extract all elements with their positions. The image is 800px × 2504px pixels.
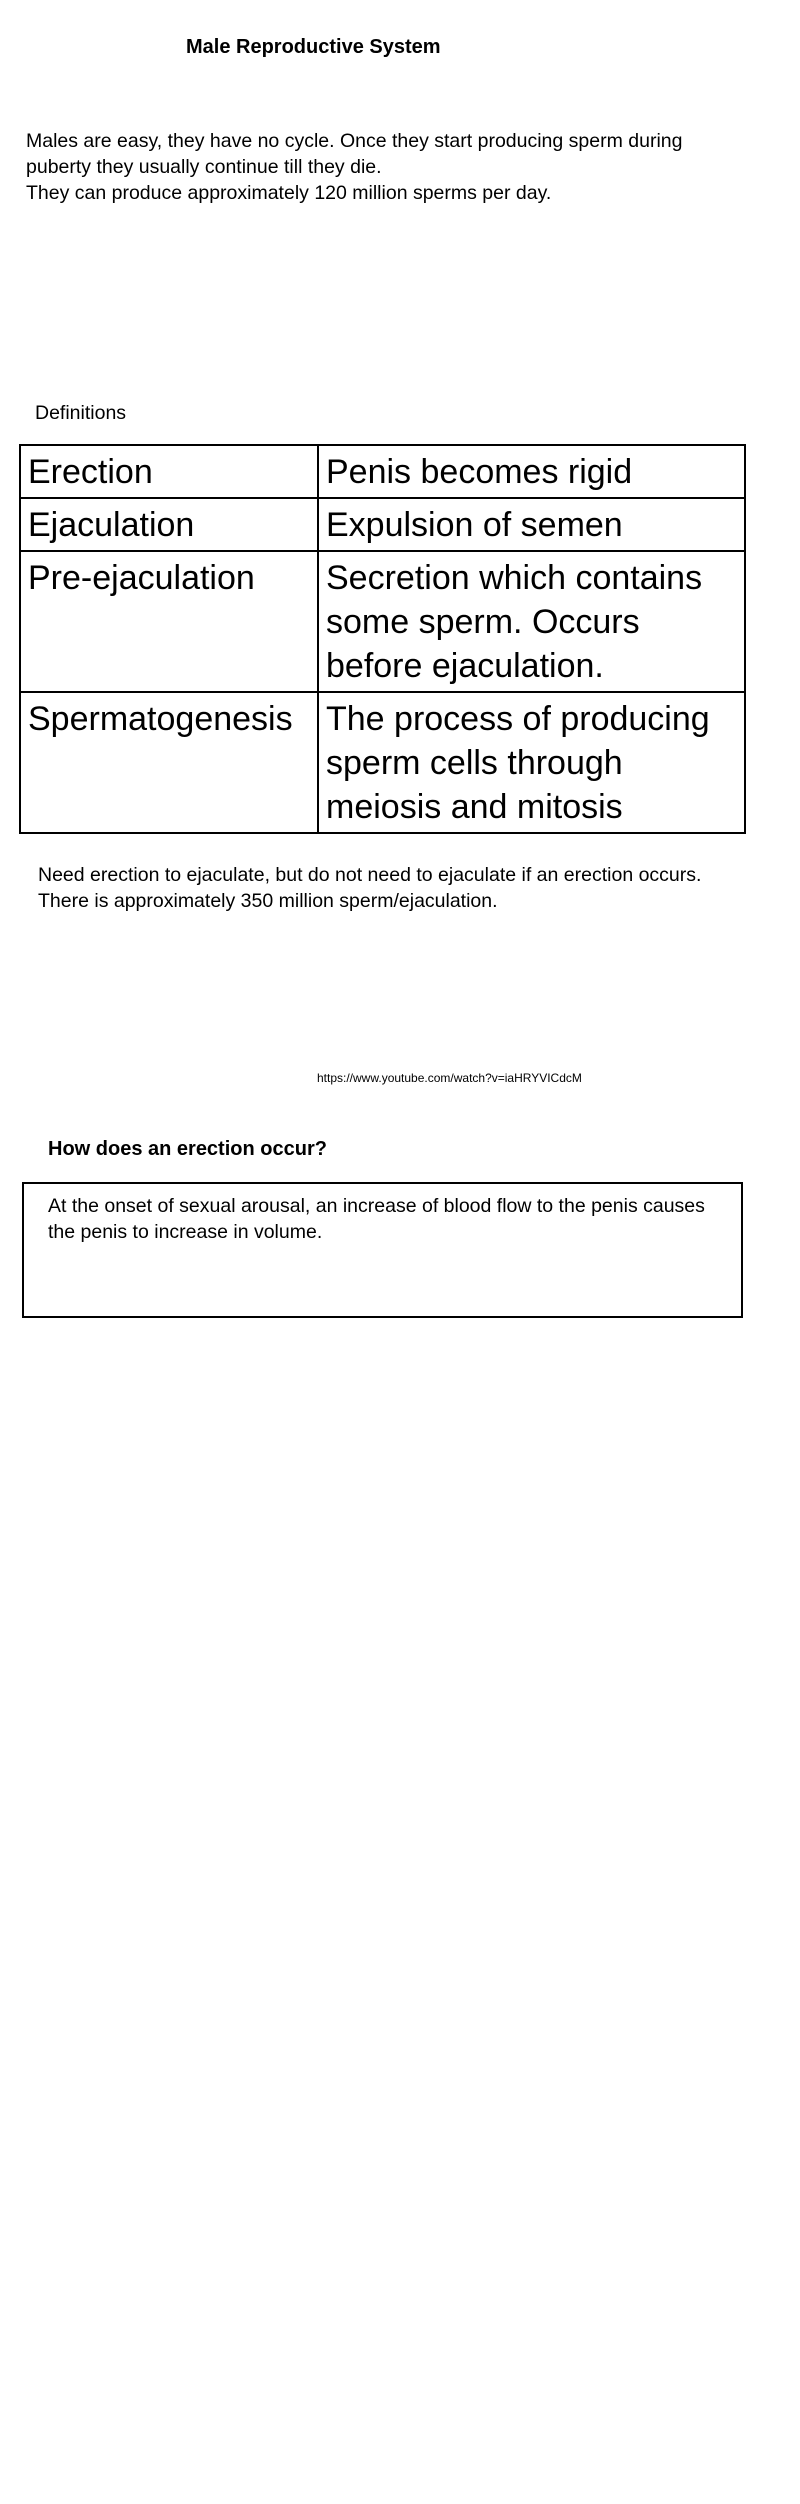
intro-line: puberty they usually continue till they die.: [26, 156, 382, 178]
definition-line: sperm cells through: [326, 744, 623, 782]
definition-line: some sperm. Occurs: [326, 603, 640, 641]
definition-cell: [318, 445, 745, 498]
definition-line: Expulsion of semen: [326, 506, 623, 544]
answer-line: the penis to increase in volume.: [48, 1221, 323, 1243]
definition-line: meiosis and mitosis: [326, 788, 623, 826]
definition-cell: [318, 551, 745, 692]
video-link[interactable]: https://www.youtube.com/watch?v=iaHRYVICdcM: [317, 1071, 582, 1085]
term-cell: Spermatogenesis: [20, 692, 318, 833]
term-cell: Pre-ejaculation: [20, 551, 318, 692]
intro-line: They can produce approximately 120 million sperms per day.: [26, 182, 552, 204]
answer-line: At the onset of sexual arousal, an increase of blood flow to the penis causes: [48, 1195, 705, 1217]
answer-text: [48, 1193, 705, 1245]
intro-paragraph: [26, 128, 766, 206]
definition-line: Penis becomes rigid: [326, 453, 633, 491]
page-title: Male Reproductive System: [186, 36, 441, 58]
definitions-heading: Definitions: [35, 402, 127, 424]
term-cell: Ejaculation: [20, 498, 318, 551]
table-row: [20, 445, 745, 498]
definition-cell: [318, 692, 745, 833]
term-cell: Erection: [20, 445, 318, 498]
definition-line: before ejaculation.: [326, 647, 604, 685]
definition-line: Secretion which contains: [326, 559, 703, 597]
intro-line: Males are easy, they have no cycle. Once they start producing sperm during: [26, 130, 683, 152]
table-row: [20, 692, 745, 833]
table-row: [20, 551, 745, 692]
note-line: Need erection to ejaculate, but do not need to ejaculate if an erection occurs.: [38, 864, 702, 886]
notes-paragraph: [38, 862, 778, 914]
note-line: There is approximately 350 million sperm/ejaculation.: [38, 890, 498, 912]
question-heading: How does an erection occur?: [48, 1138, 327, 1160]
table-row: [20, 498, 745, 551]
definitions-table: [19, 444, 746, 834]
definition-cell: [318, 498, 745, 551]
definition-line: The process of producing: [326, 700, 710, 738]
